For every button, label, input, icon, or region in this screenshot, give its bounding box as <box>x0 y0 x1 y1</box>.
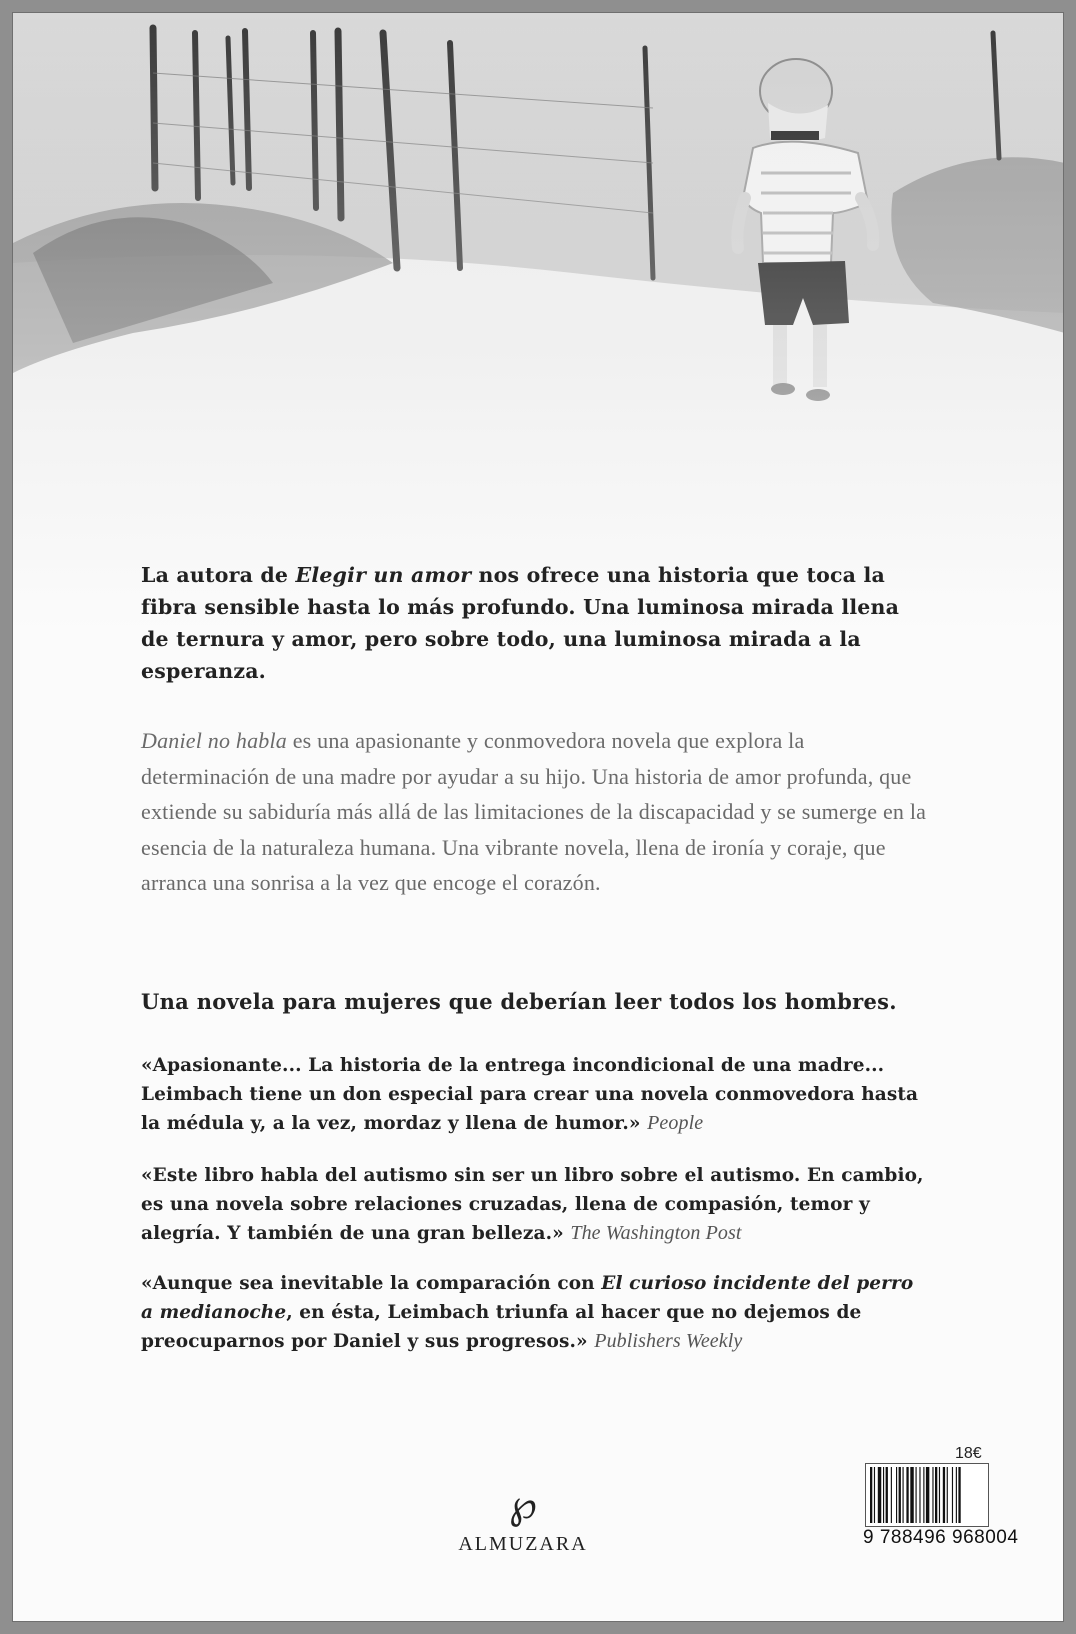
intro-text-start: La autora de <box>141 563 296 587</box>
intro-book-title: Elegir un amor <box>295 563 472 587</box>
book-back-cover <box>12 12 1064 1622</box>
publisher-logo <box>453 1483 593 1556</box>
quote-book-title: El curioso incidente del perro a medianoche <box>141 1273 914 1323</box>
quote-source: The Washington Post <box>570 1222 742 1244</box>
publisher-mark-icon: ℘ <box>509 1482 537 1528</box>
quote-text-end: , en ésta, Leimbach triunfa al hacer que no dejemos de preocuparnos por Daniel y sus progresos.» <box>141 1302 862 1352</box>
cover-photo-child-on-road <box>13 13 1064 633</box>
price-label: 18€ <box>955 1445 982 1462</box>
barcode-icon <box>865 1463 989 1527</box>
review-quote-publishers-weekly <box>141 1269 931 1356</box>
intro-paragraph <box>141 559 931 687</box>
quote-text: «Este libro habla del autismo sin ser un libro sobre el autismo. En cambio, es una novela sobre relaciones cruzadas, llena de compasión, temor y alegría. Y también de una gran belleza.» <box>141 1165 924 1244</box>
description-paragraph <box>141 723 931 901</box>
quote-text-start: «Aunque sea inevitable la comparación con <box>141 1273 602 1294</box>
tagline: Una novela para mujeres que deberían leer todos los hombres. <box>141 989 897 1014</box>
quote-source: People <box>647 1112 704 1134</box>
quote-source: Publishers Weekly <box>594 1330 743 1352</box>
description-text: es una apasionante y conmovedora novela que explora la determinación de una madre por ayudar a su hijo. Una historia de amor profunda, que extiende su sabiduría más allá de las limitaciones de la discapacidad y se sumerge en la esencia de la naturaleza humana. Una vibrante novela, llena de ironía y coraje, que arranca una sonrisa a la vez que encoge el corazón. <box>141 728 927 895</box>
description-book-title: Daniel no habla <box>141 728 287 753</box>
review-quote-people <box>141 1051 931 1138</box>
intro-text-end: nos ofrece una historia que toca la fibra sensible hasta lo más profundo. Una luminosa mirada llena de ternura y amor, pero sobre todo, una luminosa mirada a la esperanza. <box>141 563 900 683</box>
review-quote-washington-post <box>141 1161 931 1248</box>
isbn-number: 9 788496 968004 <box>863 1527 1019 1548</box>
quote-text: «Apasionante... La historia de la entrega incondicional de una madre... Leimbach tiene un don especial para crear una novela conmovedora hasta la médula y, a la vez, mordaz y llena de humor.» <box>141 1055 919 1134</box>
publisher-name: ALMUZARA <box>458 1533 588 1555</box>
